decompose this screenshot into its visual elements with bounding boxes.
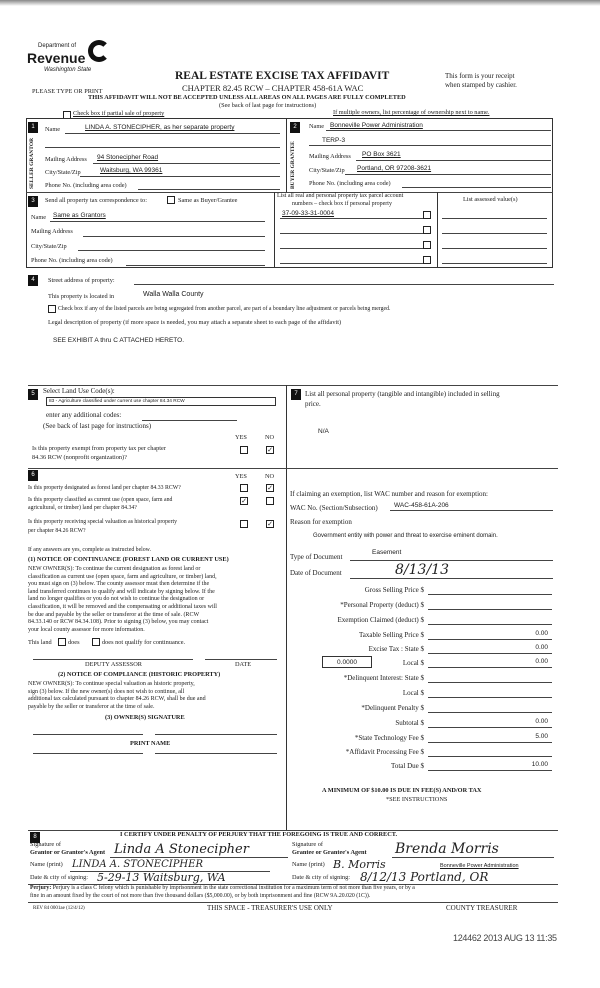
seller-city[interactable]: Waitsburg, WA 99361 — [100, 167, 163, 174]
section-number: 5 — [28, 389, 38, 400]
current-use-yes-checkbox[interactable]: ✓ — [241, 497, 247, 505]
section-number: 8 — [30, 832, 40, 843]
deputy-assessor-label: DEPUTY ASSESSOR — [85, 661, 142, 668]
no-header: NO — [265, 473, 275, 480]
section-number: 2 — [290, 122, 300, 133]
label: *Personal Property (deduct) $ — [340, 601, 424, 609]
label: Name — [309, 123, 325, 130]
this-land-label: This land — [28, 639, 52, 646]
county-treasurer: COUNTY TREASURER — [446, 904, 518, 912]
question: Is this property classified as current use (open space, farm and — [28, 497, 173, 503]
doc-date[interactable]: 8/13/13 — [395, 562, 449, 578]
label: Name — [31, 214, 47, 221]
parcel-header: numbers – check box if personal property — [292, 201, 392, 207]
label: Taxable Selling Price $ — [358, 631, 424, 639]
question: 84.36 RCW (nonprofit organization)? — [32, 454, 127, 461]
does-checkbox[interactable] — [58, 638, 66, 646]
receipt-note: when stamped by cashier. — [445, 81, 517, 89]
land-use-select[interactable]: 83 - Agriculture classified under current use chapter 84.34 RCW — [46, 397, 276, 406]
does-not-label: does not qualify for continuance. — [102, 639, 186, 646]
values-header: List assessed value(s) — [463, 196, 518, 203]
grantor-print-name[interactable]: LINDA A. STONECIPHER — [72, 859, 203, 870]
logo-text: Washington State — [44, 67, 92, 73]
section-number: 1 — [28, 122, 38, 133]
please-type: PLEASE TYPE OR PRINT — [32, 88, 103, 95]
label: Date & city of signing: — [30, 874, 89, 881]
label: Grantee or Grantee's Agent — [292, 849, 367, 856]
tax-name[interactable]: Same as Grantors — [53, 212, 106, 219]
label: Mailing Address — [31, 228, 73, 235]
label: Gross Selling Price $ — [364, 586, 424, 594]
label: City/State/Zip — [45, 169, 81, 176]
perjury-text: fine in an amount fixed by the court of not more than five thousand dollars ($5,000.00), or by both imprisonment and fine (RCW 9A.20.020 (1C)). — [30, 893, 371, 899]
wac-label: WAC No. (Section/Subsection) — [290, 504, 378, 512]
value[interactable]: 5.00 — [535, 733, 548, 740]
historic-no-checkbox[interactable]: ✓ — [267, 520, 273, 528]
reason-label: Reason for exemption — [290, 518, 352, 526]
wac-number[interactable]: WAC-458-61A-206 — [394, 502, 449, 509]
date-label: DATE — [235, 661, 252, 668]
historic-yes-checkbox[interactable] — [240, 520, 248, 528]
section-number: 6 — [28, 470, 38, 481]
warning: THIS AFFIDAVIT WILL NOT BE ACCEPTED UNLESS ALL AREAS ON ALL PAGES ARE FULLY COMPLETED — [88, 94, 406, 101]
personal-property-checkbox[interactable] — [423, 256, 431, 264]
see-back: (See back of last page for instructions) — [43, 422, 152, 430]
buyer-mail[interactable]: PO Box 3621 — [362, 151, 401, 158]
perjury-text: Perjury is a class C felony which is punishable by imprisonment in the state correctional institution for a maximum term of not more than five years, or by a — [52, 885, 415, 891]
receipt-note: This form is your receipt — [445, 72, 515, 80]
section-number: 3 — [28, 196, 38, 207]
does-not-checkbox[interactable] — [92, 638, 100, 646]
personal-property-checkbox[interactable] — [423, 241, 431, 249]
value[interactable]: 0.00 — [535, 630, 548, 637]
scan-edge — [0, 0, 600, 6]
forest-no-checkbox[interactable]: ✓ — [267, 484, 273, 492]
yes-header: YES — [235, 434, 247, 441]
label: Subtotal $ — [395, 719, 424, 727]
minimum-note: A MINIMUM OF $10.00 IS DUE IN FEE(S) AND/OR TAX — [322, 787, 482, 794]
notice2-body: NEW OWNER(S): To continue special valuation as historic property, sign (3) below. If the new owner(s) does not wish to continue, all additional tax calculated pursuant to chapter 84.26 RCW, shall be due and payable by the seller or transferor at the time of sale. — [28, 681, 206, 710]
label: Local $ — [402, 689, 424, 697]
label: *Delinquent Penalty $ — [361, 704, 424, 712]
value[interactable]: 0.00 — [535, 644, 548, 651]
forest-yes-checkbox[interactable] — [240, 484, 248, 492]
owner-signature-label: (3) OWNER(S) SIGNATURE — [105, 714, 185, 721]
doc-type-label: Type of Document — [290, 553, 343, 561]
label: Mailing Address — [309, 153, 351, 160]
label: Phone No. (including area code) — [45, 182, 127, 189]
exemption-reason[interactable]: Government entity with power and threat to exercise eminent domain. — [313, 533, 498, 539]
label: Name — [45, 126, 61, 133]
label: Grantor or Grantor's Agent — [30, 849, 106, 856]
label: Phone No. (including area code) — [31, 257, 113, 264]
label: Signature of — [292, 841, 323, 848]
grantee-signature[interactable]: Brenda Morris — [395, 841, 499, 857]
same-as-buyer-checkbox[interactable] — [167, 196, 175, 204]
label: *Affidavit Processing Fee $ — [345, 748, 424, 756]
yes-header: YES — [235, 473, 247, 480]
same-label: Same as Buyer/Grantee — [178, 197, 238, 204]
buyer-name[interactable]: Bonneville Power Administration — [330, 122, 423, 129]
label: Name (print) — [30, 861, 63, 868]
grantor-date-city[interactable]: 5-29-13 Waitsburg, WA — [97, 871, 226, 884]
partial-sale-label: Check box if partial sale of property — [73, 110, 165, 117]
form-revision: REV 84 0001ae (12/4/12) — [33, 906, 85, 911]
see-back: (See back of last page for instructions) — [219, 102, 317, 109]
treasurer-space: THIS SPACE - TREASURER'S USE ONLY — [207, 904, 333, 912]
land-use-label: Select Land Use Code(s): — [43, 387, 115, 395]
question: agricultural, or timber) land per chapter 84.34? — [28, 505, 137, 511]
label: Excise Tax : State $ — [368, 645, 424, 653]
label: Name (print) — [292, 861, 325, 868]
street-field[interactable] — [134, 284, 554, 285]
exempt-yes-checkbox[interactable] — [240, 446, 248, 454]
doc-date-label: Date of Document — [290, 569, 342, 577]
exemption-label: If claiming an exemption, list WAC number and reason for exemption: — [290, 490, 488, 498]
personal-property-label: price. — [305, 400, 321, 408]
certify-statement: I CERTIFY UNDER PENALTY OF PERJURY THAT THE FOREGOING IS TRUE AND CORRECT. — [120, 831, 398, 838]
label: Exemption Claimed (deduct) $ — [337, 616, 424, 624]
label: *State Technology Fee $ — [354, 734, 424, 742]
form-title: REAL ESTATE EXCISE TAX AFFIDAVIT — [175, 70, 390, 82]
seller-name: LINDA A. STONECIPHER, as her separate property — [85, 124, 235, 131]
personal-property-checkbox[interactable] — [423, 211, 431, 219]
segregate-checkbox[interactable] — [48, 305, 56, 313]
exempt-no-checkbox[interactable]: ✓ — [267, 446, 273, 454]
seller-mail[interactable]: 94 Stonecipher Road — [97, 154, 159, 161]
label: Total Due $ — [391, 762, 424, 770]
notice2-title: (2) NOTICE OF COMPLIANCE (HISTORIC PROPERTY) — [58, 671, 221, 678]
label: City/State/Zip — [309, 167, 345, 174]
instruction: If any answers are yes, complete as instructed below. — [28, 547, 151, 553]
personal-property-checkbox[interactable] — [423, 226, 431, 234]
label: Signature of — [30, 841, 61, 848]
receipt-stamp: 124462 2013 AUG 13 11:35 — [453, 933, 557, 943]
local-rate-field[interactable]: 0.0000 — [322, 656, 372, 668]
perjury-bold: Perjury: — [30, 885, 52, 891]
section-number: 7 — [291, 389, 301, 400]
question: Is this property exempt from property tax per chapter — [32, 445, 166, 452]
seller-side-label: SELLER GRANTOR — [29, 137, 35, 189]
see-instructions: *SEE INSTRUCTIONS — [386, 796, 448, 803]
no-header: NO — [265, 434, 275, 441]
logo-swoosh-icon — [88, 40, 110, 62]
logo-text: Department of — [38, 43, 77, 49]
value[interactable]: 10.00 — [531, 761, 548, 768]
doc-type[interactable]: Easement — [372, 549, 402, 556]
logo-text: Revenue — [27, 50, 86, 66]
does-label: does — [68, 639, 80, 646]
additional-codes-field[interactable] — [142, 420, 237, 421]
current-use-no-checkbox[interactable] — [266, 497, 274, 505]
section-number: 4 — [28, 275, 38, 286]
perjury-line — [30, 886, 415, 892]
label: City/State/Zip — [31, 243, 67, 250]
grantor-signature[interactable]: Linda A Stonecipher — [114, 842, 249, 857]
chapters: CHAPTER 82.45 RCW – CHAPTER 458-61A WAC — [182, 83, 364, 93]
label: Local $ — [402, 659, 424, 667]
question: Is this property receiving special valuation as historical property — [28, 519, 178, 525]
personal-property-label: List all personal property (tangible and intangible) included in selling — [305, 390, 500, 398]
send-label: Send all property tax correspondence to: — [45, 197, 147, 204]
value[interactable]: 0.00 — [535, 718, 548, 725]
multiple-owners-note: If multiple owners, list percentage of ownership next to name. — [333, 109, 490, 116]
buyer-side-label: BUYER GRANTEE — [290, 141, 296, 189]
street-label: Street address of property: — [48, 277, 115, 284]
label: Mailing Address — [45, 156, 87, 163]
grantee-date-city[interactable]: 8/12/13 Portland, OR — [360, 870, 489, 884]
question: per chapter 84.26 RCW? — [28, 528, 86, 534]
grantee-print-name[interactable]: B. Morris — [333, 858, 386, 871]
label: Phone No. (including area code) — [309, 180, 391, 187]
buyer-name2[interactable]: TERP-3 — [322, 137, 346, 144]
parcel-header: List all real and personal property tax parcel account — [277, 193, 404, 199]
value[interactable]: 0.00 — [535, 658, 548, 665]
notice1-body: NEW OWNER(S): To continue the current designation as forest land or classification as current use (open space, farm and agriculture, or timber) land, you must sign on (3) below. The county assessor must then determine if the land transferred continues to qualify and will indicate by signing below. If the land no longer qualifies or you do not wish to continue the designation or classification, it will be removed and the compensating or additional taxes will be due and payable by the seller or transferor at the time of sale. (RCW 84.33.140 or RCW 84.34.108). Prior to signing (3) below, you may contact your local county assessor for more information. — [28, 566, 217, 633]
additional-codes-label: enter any additional codes: — [46, 411, 122, 419]
label: *Delinquent Interest: State $ — [343, 674, 424, 682]
parcel-number[interactable]: 37-09-33-31-0004 — [282, 210, 335, 217]
notice1-title: (1) NOTICE OF CONTINUANCE (FOREST LAND OR CURRENT USE) — [28, 556, 229, 563]
county[interactable]: Walla Walla County — [143, 291, 204, 298]
legal-description[interactable]: SEE EXHIBIT A thru C ATTACHED HERETO. — [53, 337, 184, 344]
print-name-label: PRINT NAME — [130, 740, 171, 747]
question: Is this property designated as forest land per chapter 84.33 RCW? — [28, 485, 181, 491]
buyer-city[interactable]: Portland, OR 97208-3621 — [357, 165, 432, 172]
segregate-label: Check box if any of the listed parcels are being segregated from another parcel, are part of a boundary line adjustment or parcels being merged. — [58, 306, 391, 312]
label: Date & city of signing: — [292, 874, 351, 881]
legal-label: Legal description of property (if more space is needed, you may attach a separate sheet to each page of the affidavit) — [48, 319, 342, 326]
located-label: This property is located in — [48, 293, 115, 300]
grantee-org: Bonneville Power Administration — [440, 863, 519, 869]
personal-property-value[interactable]: N/A — [318, 428, 329, 435]
